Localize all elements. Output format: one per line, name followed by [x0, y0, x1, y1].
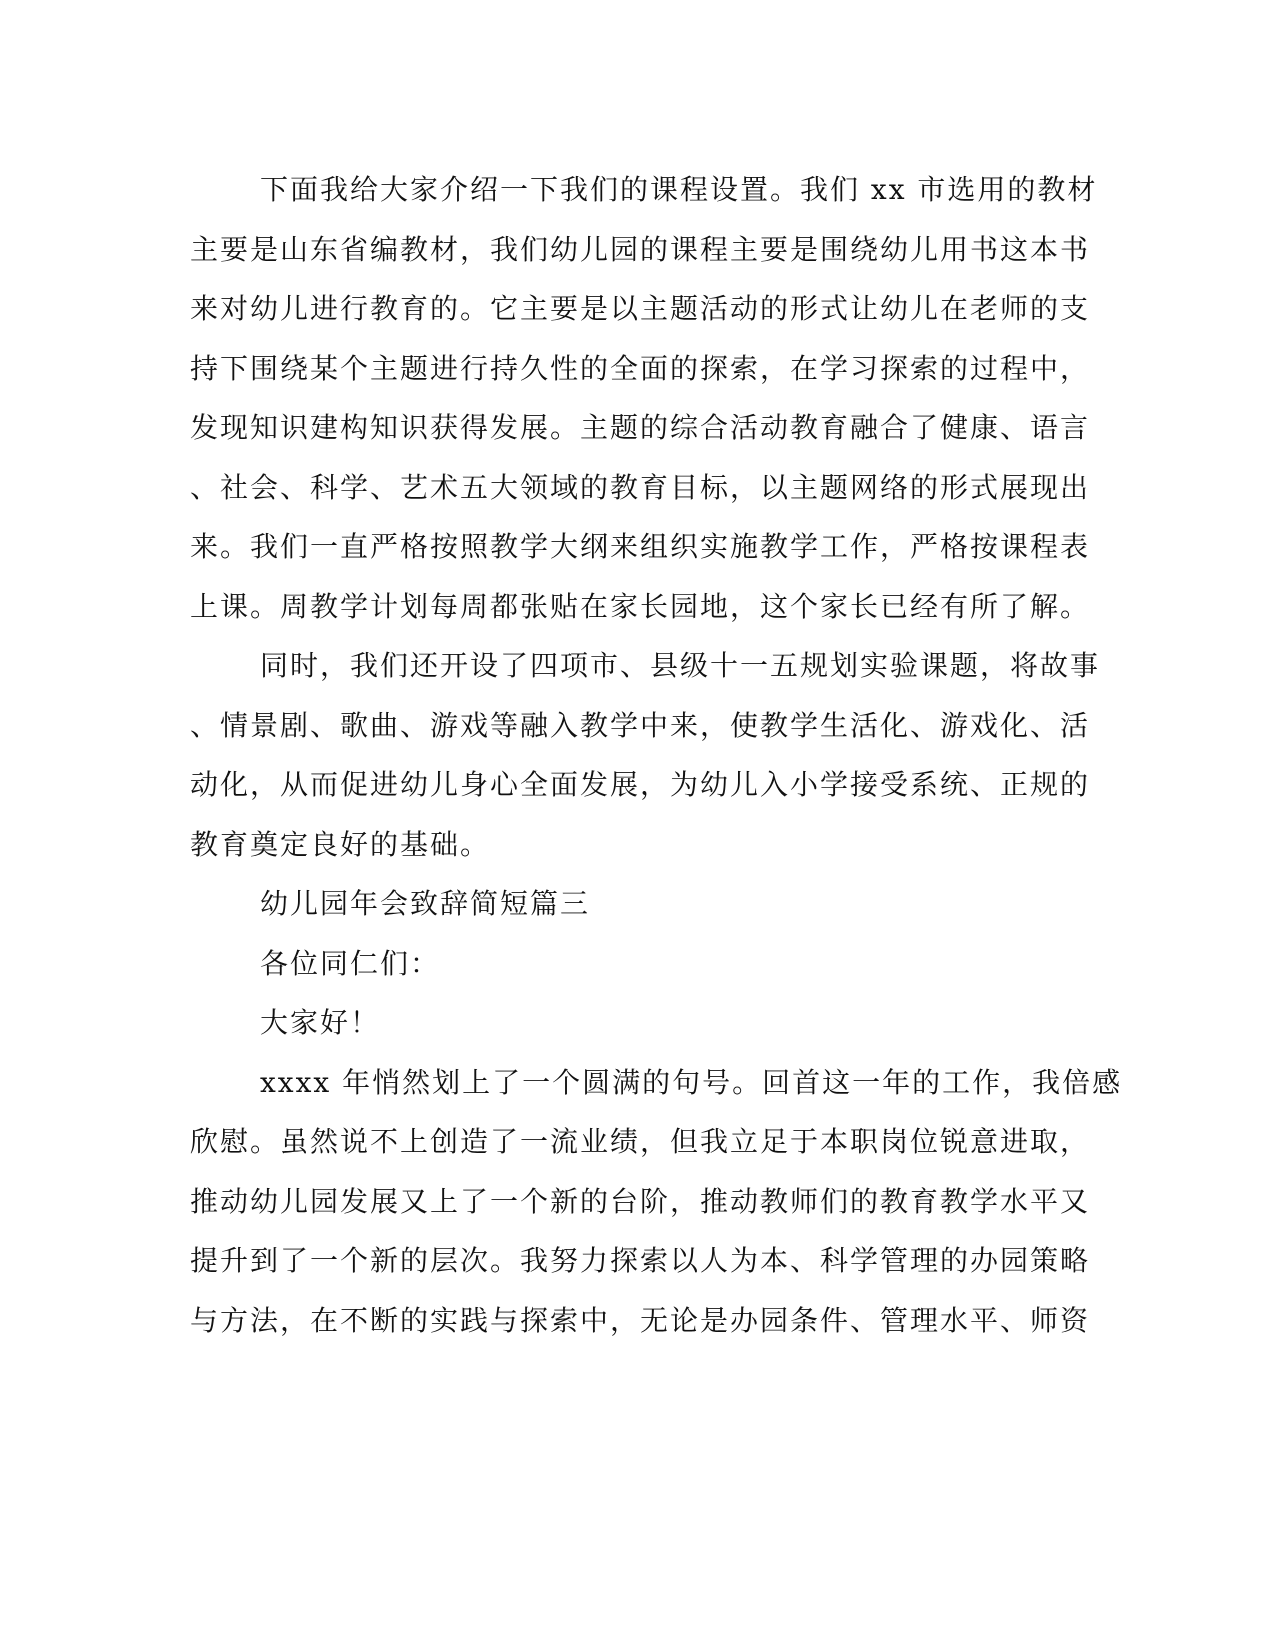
section-title: 幼儿园年会致辞简短篇三: [260, 887, 591, 920]
text-line: 欣慰。虽然说不上创造了一流业绩，但我立足于本职岗位锐意进取，: [190, 1125, 1091, 1158]
text-line: 教育奠定良好的基础。: [190, 827, 491, 861]
text-line: 持下围绕某个主题进行持久性的全面的探索，在学习探索的过程中，: [190, 351, 1091, 385]
paragraph-research-topics: [190, 636, 1101, 874]
greeting: 大家好！: [260, 1006, 381, 1039]
document-body: [190, 160, 1123, 1350]
text-line: 、情景剧、歌曲、游戏等融入教学中来，使教学生活化、游戏化、活: [190, 708, 1091, 742]
text-line: 来。我们一直严格按照教学大纲来组织实施教学工作，严格按课程表: [190, 530, 1091, 563]
paragraph-year-review: [190, 1053, 1123, 1351]
text-line: 与方法，在不断的实践与探索中，无论是办园条件、管理水平、师资: [190, 1303, 1091, 1337]
text-line: xxxx 年悄然划上了一个圆满的句号。回首这一年的工作，我倍感: [260, 1065, 1123, 1099]
text-line: 来对幼儿进行教育的。它主要是以主题活动的形式让幼儿在老师的支: [190, 292, 1091, 325]
salutation: 各位同仁们：: [260, 946, 441, 980]
text-line: 发现知识建构知识获得发展。主题的综合活动教育融合了健康、语言: [190, 411, 1091, 444]
text-line: 主要是山东省编教材，我们幼儿园的课程主要是围绕幼儿用书这本书: [190, 232, 1091, 266]
paragraph-course-setup: [190, 160, 1098, 636]
text-line: 提升到了一个新的层次。我努力探索以人为本、科学管理的办园策略: [190, 1244, 1091, 1277]
text-line: 上课。周教学计划每周都张贴在家长园地，这个家长已经有所了解。: [190, 589, 1091, 623]
text-line: 推动幼儿园发展又上了一个新的台阶，推动教师们的教育教学水平又: [190, 1184, 1091, 1218]
text-line: 动化，从而促进幼儿身心全面发展，为幼儿入小学接受系统、正规的: [190, 768, 1091, 801]
text-line: 同时，我们还开设了四项市、县级十一五规划实验课题，将故事: [260, 649, 1101, 682]
text-line: 、社会、科学、艺术五大领域的教育目标，以主题网络的形式展现出: [190, 470, 1091, 504]
text-line: 下面我给大家介绍一下我们的课程设置。我们 xx 市选用的教材: [260, 173, 1098, 206]
